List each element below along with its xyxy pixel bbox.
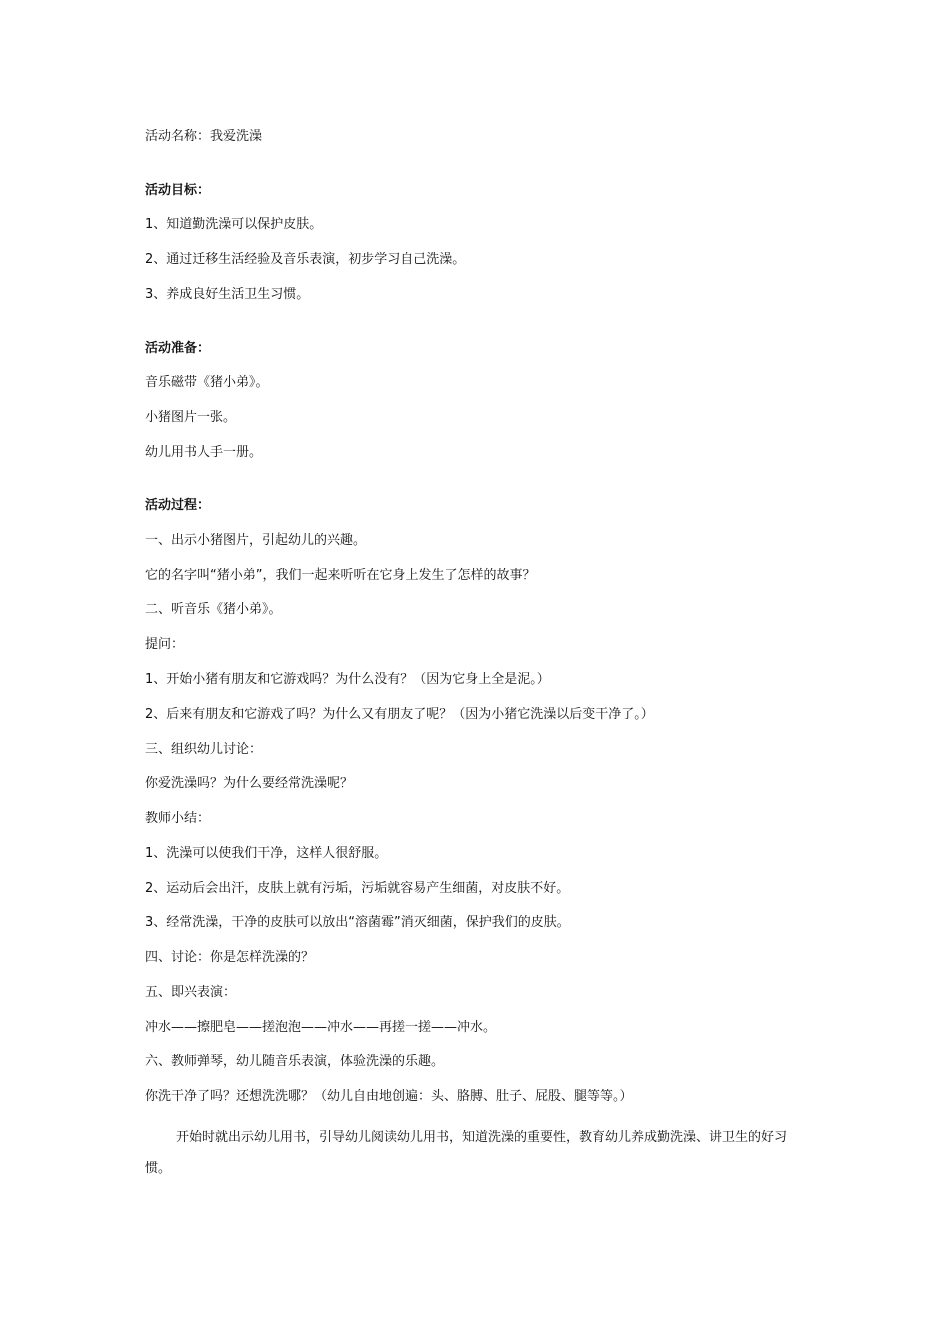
goal-item: 3、养成良好生活卫生习惯。 (145, 287, 310, 302)
process-line: 1、开始小猪有朋友和它游戏吗？为什么没有？（因为它身上全是泥。） (145, 672, 550, 687)
process-heading: 活动过程： (145, 498, 211, 513)
process-line: 六、教师弹琴，幼儿随音乐表演，体验洗澡的乐趣。 (145, 1054, 445, 1069)
process-line: 四、讨论：你是怎样洗澡的？ (145, 950, 315, 965)
closing-paragraph: 开始时就出示幼儿用书，引导幼儿阅读幼儿用书，知道洗澡的重要性，教育幼儿养成勤洗澡、讲卫生的好习惯。 (145, 1130, 788, 1176)
process-line: 二、听音乐《猪小弟》。 (145, 602, 282, 617)
goal-item: 2、通过迁移生活经验及音乐表演，初步学习自己洗澡。 (145, 252, 466, 267)
activity-title: 活动名称：我爱洗澡 (145, 129, 263, 144)
process-line: 你洗干净了吗？还想洗洗哪？（幼儿自由地创遍：头、胳膊、肚子、屁股、腿等等。） (145, 1089, 633, 1104)
process-line: 1、洗澡可以使我们干净，这样人很舒服。 (145, 846, 388, 861)
process-line: 2、后来有朋友和它游戏了吗？为什么又有朋友了呢？（因为小猪它洗澡以后变干净了。） (145, 707, 654, 722)
prep-item: 音乐磁带《猪小弟》。 (145, 375, 269, 390)
process-line: 3、经常洗澡，干净的皮肤可以放出“溶菌霉”消灭细菌，保护我们的皮肤。 (145, 915, 570, 930)
goal-item: 1、知道勤洗澡可以保护皮肤。 (145, 217, 323, 232)
process-line: 一、出示小猪图片，引起幼儿的兴趣。 (145, 533, 367, 548)
prep-heading: 活动准备： (145, 341, 211, 356)
process-line: 你爱洗澡吗？为什么要经常洗澡呢？ (145, 776, 354, 791)
process-line: 2、运动后会出汗，皮肤上就有污垢，污垢就容易产生细菌，对皮肤不好。 (145, 881, 570, 896)
process-line: 提问： (145, 637, 185, 652)
process-line: 它的名字叫“猪小弟”，我们一起来听听在它身上发生了怎样的故事？ (145, 568, 536, 583)
prep-item: 小猪图片一张。 (145, 410, 237, 425)
prep-item: 幼儿用书人手一册。 (145, 445, 263, 460)
goals-heading: 活动目标： (145, 183, 211, 198)
process-line: 教师小结： (145, 811, 211, 826)
process-line: 五、即兴表演： (145, 985, 237, 1000)
process-line: 冲水——擦肥皂——搓泡泡——冲水——再搓一搓——冲水。 (145, 1020, 497, 1035)
process-line: 三、组织幼儿讨论： (145, 742, 263, 757)
